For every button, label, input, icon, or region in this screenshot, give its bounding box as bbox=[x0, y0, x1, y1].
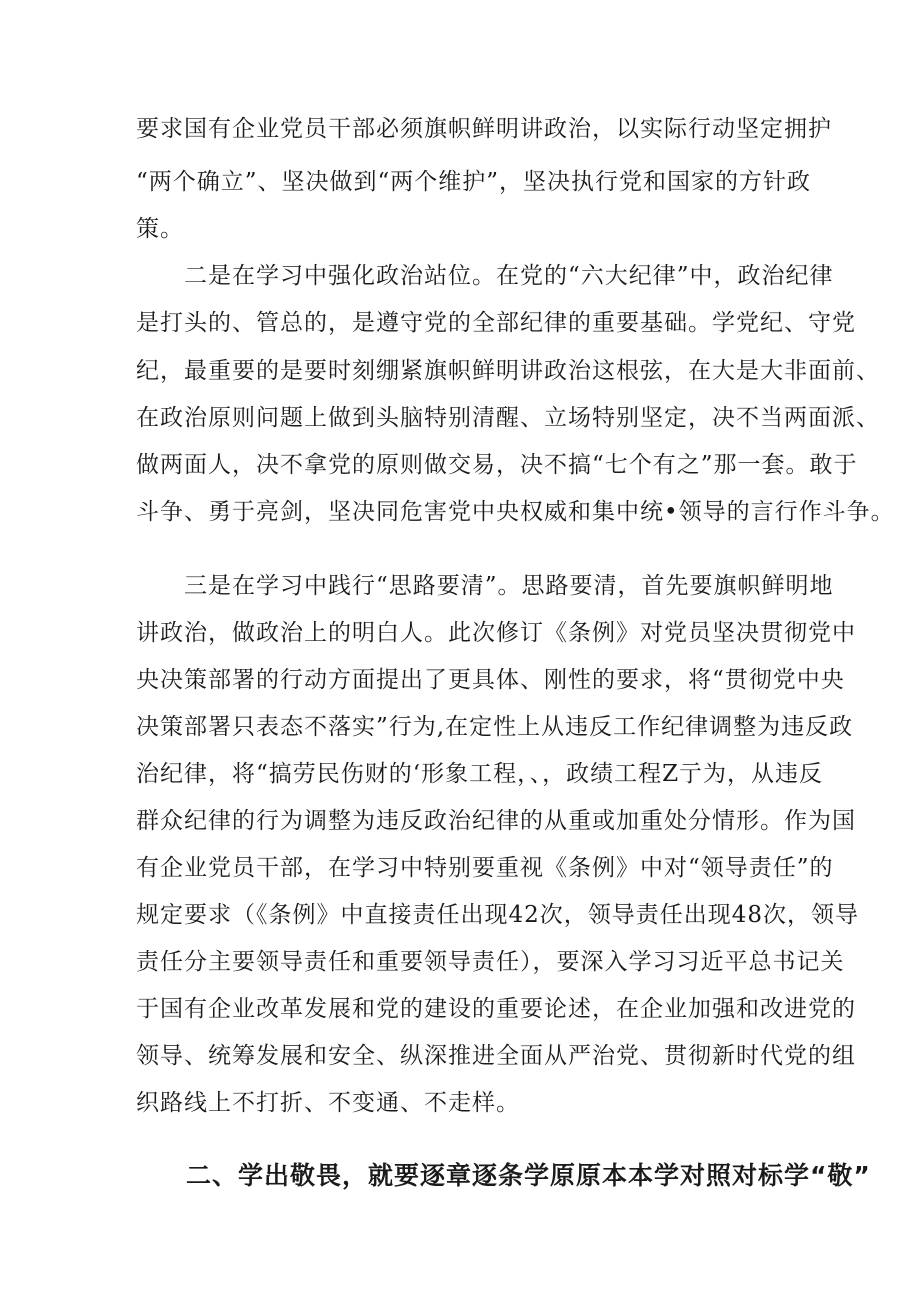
paragraph-start-line: 二是在学习中强化政治站位。在党的“六大纪律”中，政治纪律 bbox=[184, 263, 834, 289]
text-line: 群众纪律的行为调整为违反政治纪律的从重或加重处分情形。作为国 bbox=[136, 808, 856, 834]
text-line: 有企业党员干部，在学习中特别要重视《条例》中对“领导责任”的 bbox=[136, 855, 834, 881]
text-line: 要求国有企业党员干部必须旗帜鲜明讲政治，以实际行动坚定拥护 bbox=[136, 116, 832, 142]
section-heading: 二、学出敬畏，就要逐章逐条学原原本本学对照对标学“敬” bbox=[186, 1161, 871, 1190]
text-line: 决策部署只表态不落实”行为,在定性上从违反工作纪律调整为违反政 bbox=[136, 714, 854, 740]
text-line: 做两面人，决不拿党的原则做交易，决不搞“七个有之”那一套。敢于 bbox=[136, 452, 858, 478]
text-line: 规定要求（《条例》中直接责任出现42次，领导责任出现48次，领导 bbox=[136, 902, 860, 928]
text-line: 于国有企业改革发展和党的建设的重要论述，在企业加强和改进党的 bbox=[136, 996, 856, 1022]
text-line: 织路线上不打折、不变通、不走样。 bbox=[136, 1090, 520, 1116]
paragraph-start-line: 三是在学习中践行“思路要清”。思路要清，首先要旗帜鲜明地 bbox=[184, 573, 834, 599]
text-line: 领导、统筹发展和安全、纵深推进全面从严治党、贯彻新时代党的组 bbox=[136, 1043, 856, 1069]
text-line: 治纪律，将“搞劳民伤财的‘形象工程，、，政绩工程Z亍为，从违反 bbox=[136, 761, 824, 787]
text-line: 策。 bbox=[136, 216, 184, 242]
text-line: 责任分主要领导责任和重要领导责任），要深入学习习近平总书记关 bbox=[136, 949, 845, 975]
text-line: 纪，最重要的是要时刻绷紧旗帜鲜明讲政治这根弦，在大是大非面前、 bbox=[136, 358, 880, 384]
text-line: 斗争、勇于亮剑，坚决同危害党中央权威和集中统•领导的言行作斗争。 bbox=[136, 499, 895, 525]
text-line: 在政治原则问题上做到头脑特别清醒、立场特别坚定，决不当两面派、 bbox=[136, 405, 880, 431]
text-line: 讲政治，做政治上的明白人。此次修订《条例》对党员坚决贯彻党中 bbox=[136, 620, 856, 646]
text-line: 央决策部署的行动方面提出了更具体、刚性的要求，将“贯彻党中央 bbox=[136, 667, 845, 693]
text-line: 是打头的、管总的，是遵守党的全部纪律的重要基础。学党纪、守党 bbox=[136, 310, 856, 336]
text-line: “两个确立”、坚决做到“两个维护”，坚决执行党和国家的方针政 bbox=[136, 169, 812, 195]
